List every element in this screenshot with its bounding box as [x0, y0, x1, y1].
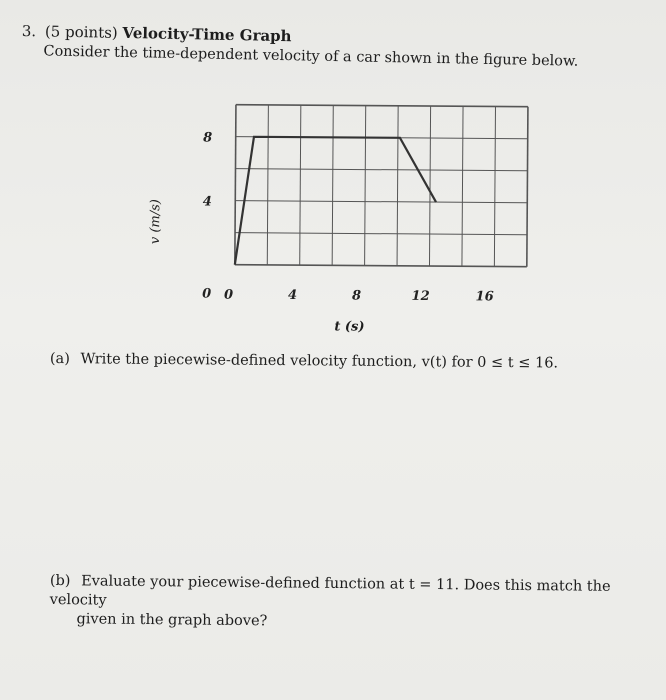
graph-svg	[138, 96, 560, 339]
x-tick-label: 0	[224, 287, 234, 303]
grid-line-vertical	[235, 105, 236, 265]
part-b-text-line2: given in the graph above?	[76, 611, 268, 630]
velocity-time-graph	[138, 96, 560, 339]
grid-line-horizontal	[235, 169, 527, 171]
y-tick-label: 0	[202, 286, 212, 302]
grid-line-vertical	[332, 105, 333, 265]
problem-number: 3.	[21, 22, 37, 41]
grid-line-vertical	[365, 106, 366, 266]
problem-intro: Consider the time-dependent velocity of a car shown in the figure below.	[43, 43, 579, 70]
problem-header	[21, 22, 642, 73]
y-axis-label: v (m/s)	[147, 199, 164, 245]
y-tick-label: 8	[203, 130, 213, 146]
y-tick-label: 4	[202, 194, 212, 210]
part-a-text: Write the piecewise-defined velocity function, v(t) for 0 ≤ t ≤ 16.	[80, 351, 559, 372]
part-b	[49, 572, 654, 635]
part-a	[50, 350, 650, 374]
part-b-text-line1: Evaluate your piecewise-defined function at t = 11. Does this match the velocity	[49, 573, 611, 609]
grid-line-vertical	[527, 107, 528, 267]
problem-title: Velocity-Time Graph	[122, 23, 292, 46]
part-a-tag: (a)	[49, 350, 70, 368]
grid-line-vertical	[267, 105, 268, 265]
x-tick-label: 12	[411, 288, 430, 305]
x-axis-label: t (s)	[334, 319, 365, 335]
problem-points: (5 points)	[44, 22, 118, 42]
grid-line-vertical	[494, 106, 495, 266]
grid-line-horizontal	[235, 201, 527, 203]
grid-line-vertical	[462, 106, 463, 266]
grid-line-horizontal	[236, 105, 528, 107]
grid-line-horizontal	[235, 265, 527, 267]
grid-line-horizontal	[235, 233, 527, 235]
x-tick-label: 8	[352, 288, 362, 304]
x-tick-label: 16	[475, 289, 494, 305]
part-b-tag: (b)	[49, 572, 71, 590]
grid-line-vertical	[429, 106, 430, 266]
x-tick-label: 4	[288, 288, 298, 304]
grid-line-vertical	[397, 106, 398, 266]
grid-line-vertical	[300, 105, 301, 265]
